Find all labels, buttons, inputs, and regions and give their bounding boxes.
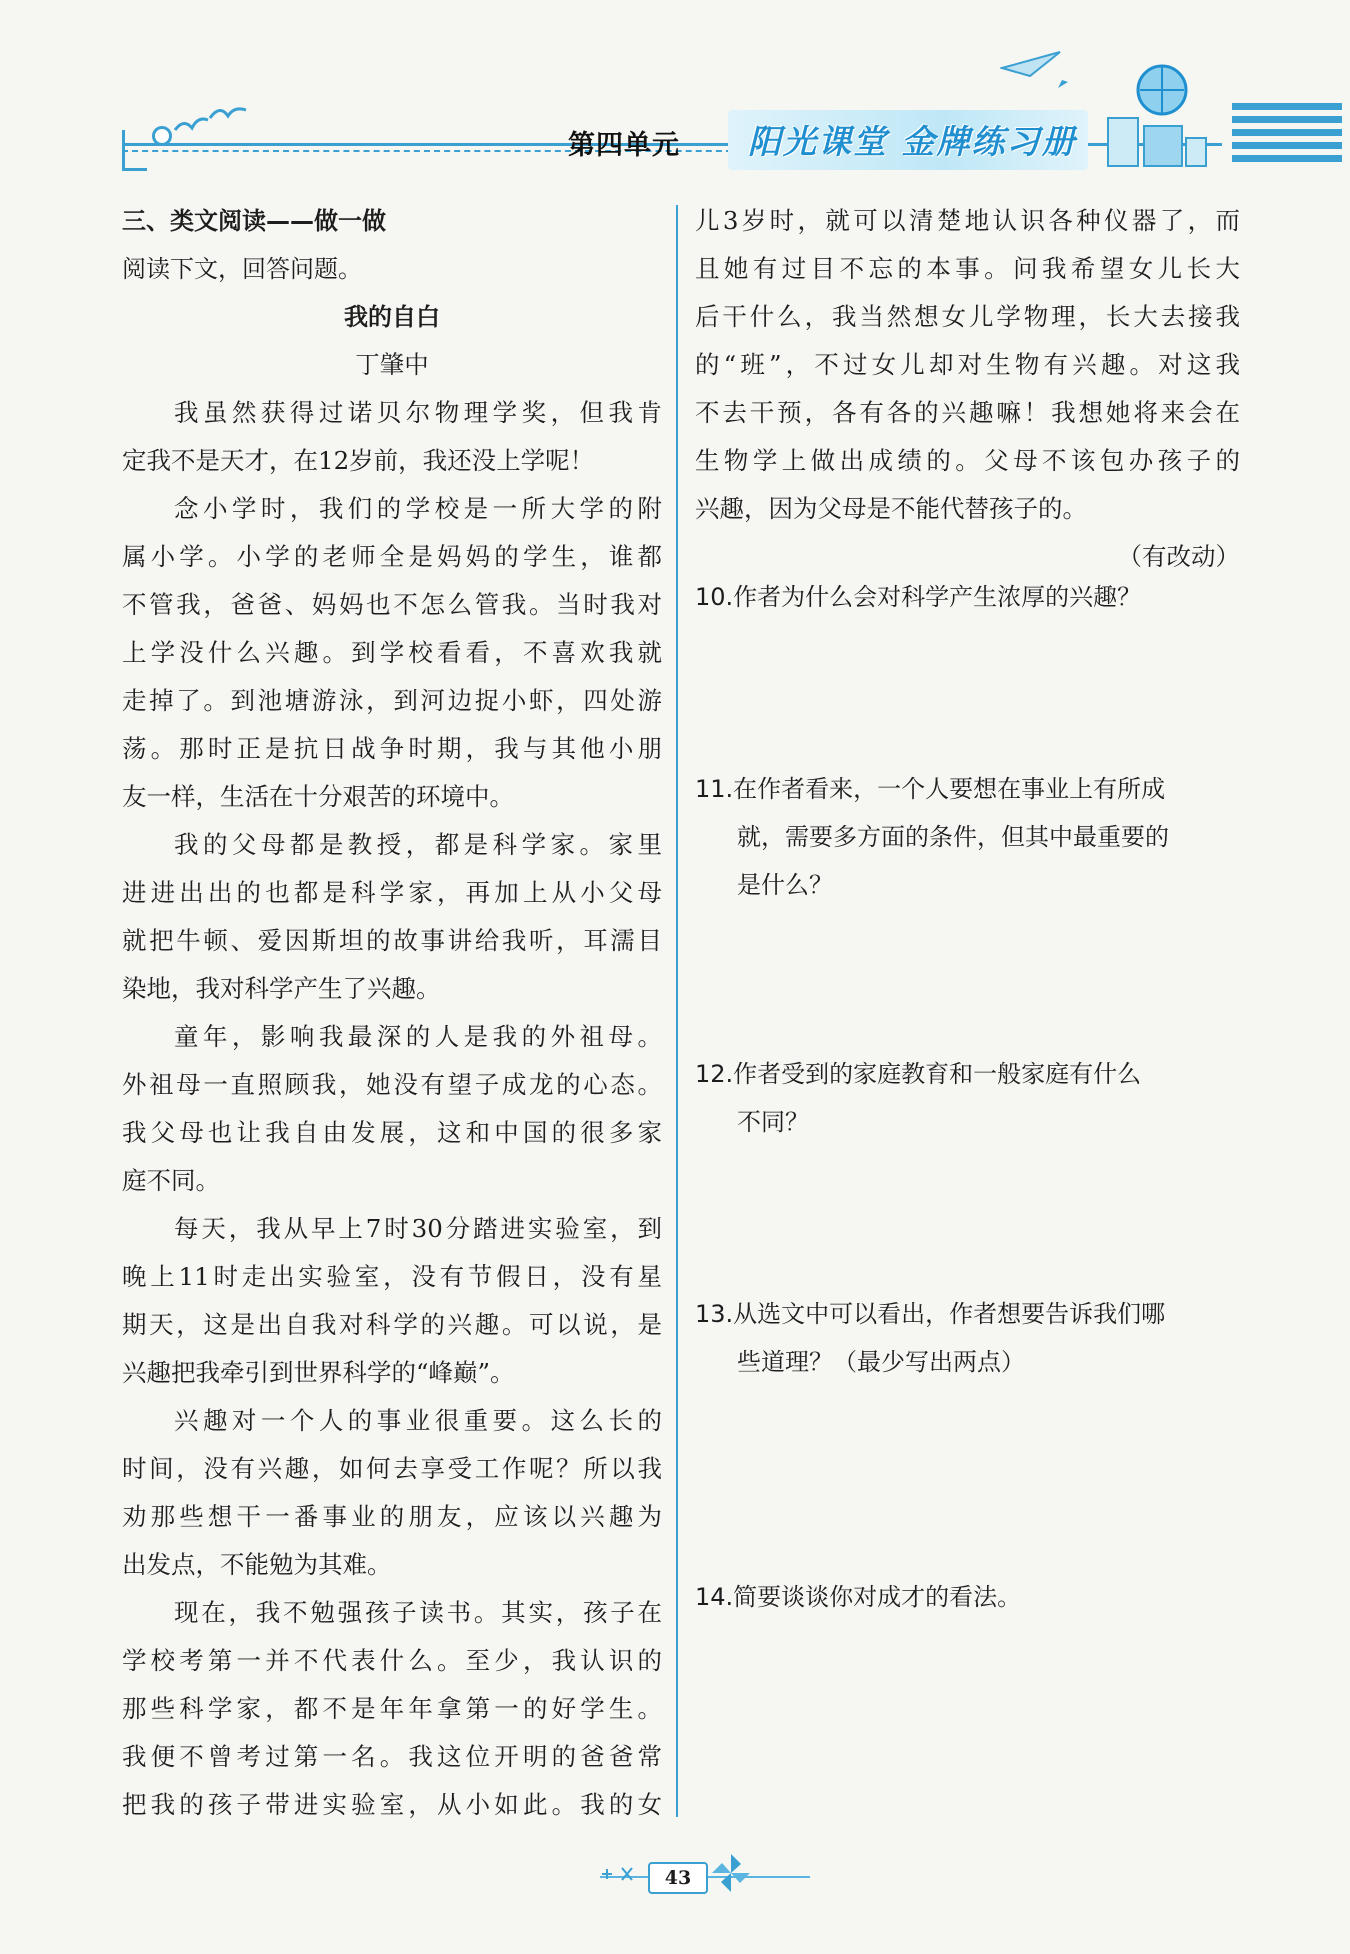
article-line: 不管我，爸爸、妈妈也不怎么管我。当时我对 (122, 590, 662, 619)
article-line: 友一样，生活在十分艰苦的环境中。 (122, 782, 514, 811)
article-line: 就把牛顿、爱因斯坦的故事讲给我听，耳濡目 (122, 926, 662, 955)
article-line: 时间，没有兴趣，如何去享受工作呢？所以我 (122, 1454, 662, 1483)
section-heading: 三、类文阅读——做一做 (122, 207, 386, 235)
question-text: 13.从选文中可以看出，作者想要告诉我们哪 (695, 1300, 1166, 1328)
article-line: 荡。那时正是抗日战争时期，我与其他小朋 (122, 734, 662, 763)
unit-title: 第四单元 (568, 130, 680, 161)
article-line: 我便不曾考过第一名。我这位开明的爸爸常 (122, 1742, 662, 1771)
article-line: 庭不同。 (122, 1166, 220, 1195)
question-text: 12.作者受到的家庭教育和一般家庭有什么 (695, 1060, 1142, 1088)
article-line: 不去干预，各有各的兴趣嘛！我想她将来会在 (695, 398, 1240, 427)
question-text: 10.作者为什么会对科学产生浓厚的兴趣？ (695, 583, 1142, 611)
article-line: 我的父母都是教授，都是科学家。家里 (174, 830, 662, 859)
article-line: 现在，我不勉强孩子读书。其实，孩子在 (174, 1598, 662, 1627)
article-line: 每天，我从早上7时30分踏进实验室，到 (174, 1214, 662, 1243)
question-11 (695, 765, 1240, 909)
article-line: 学校考第一并不代表什么。至少，我认识的 (122, 1646, 662, 1675)
article-line: 童年，影响我最深的人是我的外祖母。 (174, 1022, 662, 1051)
article-line: 走掉了。到池塘游泳，到河边捉小虾，四处游 (122, 686, 662, 715)
article-line: 属小学。小学的老师全是妈妈的学生，谁都 (122, 542, 662, 571)
article-line: 儿3岁时，就可以清楚地认识各种仪器了，而 (695, 206, 1240, 235)
article-line: 我虽然获得过诺贝尔物理学奖，但我肯 (174, 398, 662, 427)
article-line: 把我的孩子带进实验室，从小如此。我的女 (122, 1790, 662, 1819)
article-line: 那些科学家，都不是年年拿第一的好学生。 (122, 1694, 662, 1723)
star-decoration-icon (598, 1862, 642, 1886)
column-divider (676, 205, 678, 1817)
article-line: 外祖母一直照顾我，她没有望子成龙的心态。 (122, 1070, 662, 1099)
right-column (695, 197, 1240, 581)
article-line: 劝那些想干一番事业的朋友，应该以兴趣为 (122, 1502, 662, 1531)
article-line: 进进出出的也都是科学家，再加上从小父母 (122, 878, 662, 907)
article-line: 兴趣，因为父母是不能代替孩子的。 (695, 494, 1087, 523)
section-instruction: 阅读下文，回答问题。 (122, 255, 362, 283)
article-line: 上学没什么兴趣。到学校看看，不喜欢我就 (122, 638, 662, 667)
article-line: 定我不是天才，在12岁前，我还没上学呢！ (122, 446, 595, 475)
pinwheel-icon (708, 1850, 754, 1896)
page-number: 43 (648, 1862, 708, 1894)
brand-title: 阳光课堂 金牌练习册 (748, 122, 1077, 161)
page-header (0, 0, 1350, 185)
question-text: 些道理？（最少写出两点） (737, 1348, 1025, 1376)
question-text: 不同？ (737, 1108, 809, 1136)
article-author: 丁肇中 (355, 350, 429, 379)
article-source-note: （有改动） (1117, 542, 1240, 571)
article-title: 我的自白 (344, 303, 440, 331)
article-line: 兴趣对一个人的事业很重要。这么长的 (174, 1406, 662, 1435)
article-line: 出发点，不能勉为其难。 (122, 1550, 392, 1579)
left-column (122, 197, 662, 1829)
header-stripes (1232, 103, 1342, 175)
question-text: 11.在作者看来，一个人要想在事业上有所成 (695, 775, 1166, 803)
article-line: 期天，这是出自我对科学的兴趣。可以说，是 (122, 1310, 662, 1339)
question-12 (695, 1050, 1240, 1146)
article-line: 的“班”，不过女儿却对生物有兴趣。对这我 (695, 350, 1240, 379)
question-text: 就，需要多方面的条件，但其中最重要的 (737, 823, 1169, 851)
article-line: 我父母也让我自由发展，这和中国的很多家 (122, 1118, 662, 1147)
seagulls-icon (170, 100, 250, 145)
question-text: 是什么？ (737, 871, 833, 899)
article-line: 生物学上做出成绩的。父母不该包办孩子的 (695, 446, 1240, 475)
article-line: 晚上11时走出实验室，没有节假日，没有星 (122, 1262, 662, 1291)
question-text: 14.简要谈谈你对成才的看法。 (695, 1583, 1022, 1611)
article-line: 染地，我对科学产生了兴趣。 (122, 974, 441, 1003)
question-13 (695, 1290, 1240, 1386)
question-10 (695, 573, 1240, 621)
article-line: 且她有过目不忘的本事。问我希望女儿长大 (695, 254, 1240, 283)
article-line: 兴趣把我牵引到世界科学的“峰巅”。 (122, 1358, 515, 1387)
article-line: 念小学时，我们的学校是一所大学的附 (174, 494, 662, 523)
question-14 (695, 1573, 1240, 1621)
article-line: 后干什么，我当然想女儿学物理，长大去接我 (695, 302, 1240, 331)
globe-icon (1100, 60, 1210, 170)
paper-plane-icon (1000, 48, 1070, 88)
